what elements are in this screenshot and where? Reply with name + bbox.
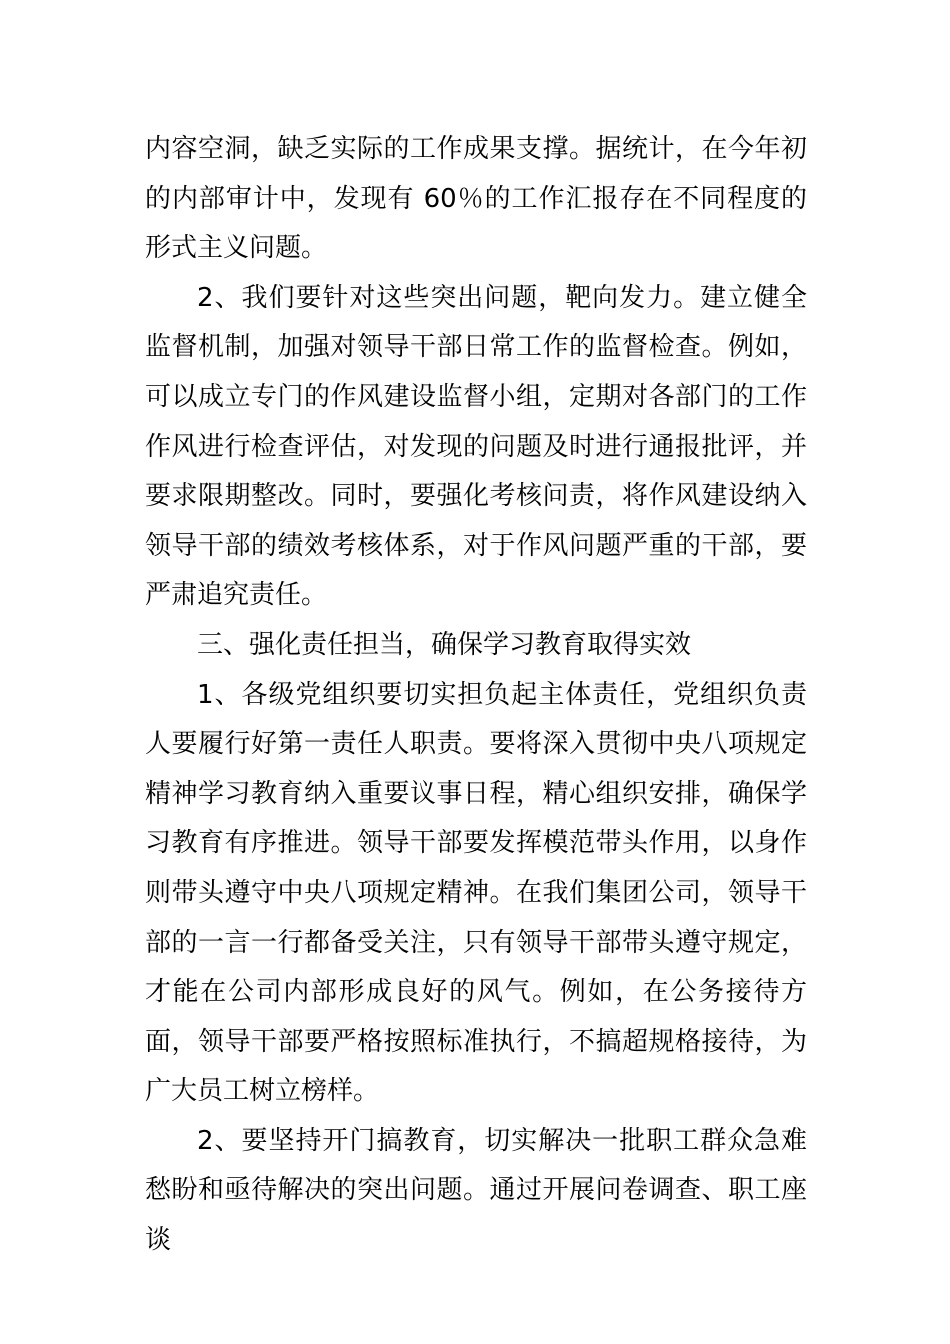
- section-heading-three: 三、强化责任担当，确保学习教育取得实效: [197, 629, 692, 660]
- document-body: [145, 125, 807, 1266]
- paragraph-supervision: 2、我们要针对这些突出问题，靶向发力。建立健全监督机制，加强对领导干部日常工作的监督检查。例如，可以成立专门的作风建设监督小组，定期对各部门的工作作风进行检查评估，对发现的问题及时进行通报批评，并要求限期整改。同时，要强化考核问责，将作风建设纳入领导干部的绩效考核体系，对于作风问题严重的干部，要严肃追究责任。: [145, 282, 807, 611]
- paragraph-continuation: 内容空洞，缺乏实际的工作成果支撑。据统计，在今年初的内部审计中，发现有 60％的工作汇报存在不同程度的形式主义问题。: [145, 134, 807, 264]
- paragraph-responsibility: 1、各级党组织要切实担负起主体责任，党组织负责人要履行好第一责任人职责。要将深入贯彻中央八项规定精神学习教育纳入重要议事日程，精心组织安排，确保学习教育有序推进。领导干部要发挥模范带头作用，以身作则带头遵守中央八项规定精神。在我们集团公司，领导干部的一言一行都备受关注，只有领导干部带头遵守规定，才能在公司内部形成良好的风气。例如，在公务接待方面，领导干部要严格按照标准执行，不搞超规格接待，为广大员工树立榜样。: [145, 679, 807, 1107]
- paragraph-open-education: 2、要坚持开门搞教育，切实解决一批职工群众急难愁盼和亟待解决的突出问题。通过开展问卷调查、职工座谈: [145, 1125, 807, 1256]
